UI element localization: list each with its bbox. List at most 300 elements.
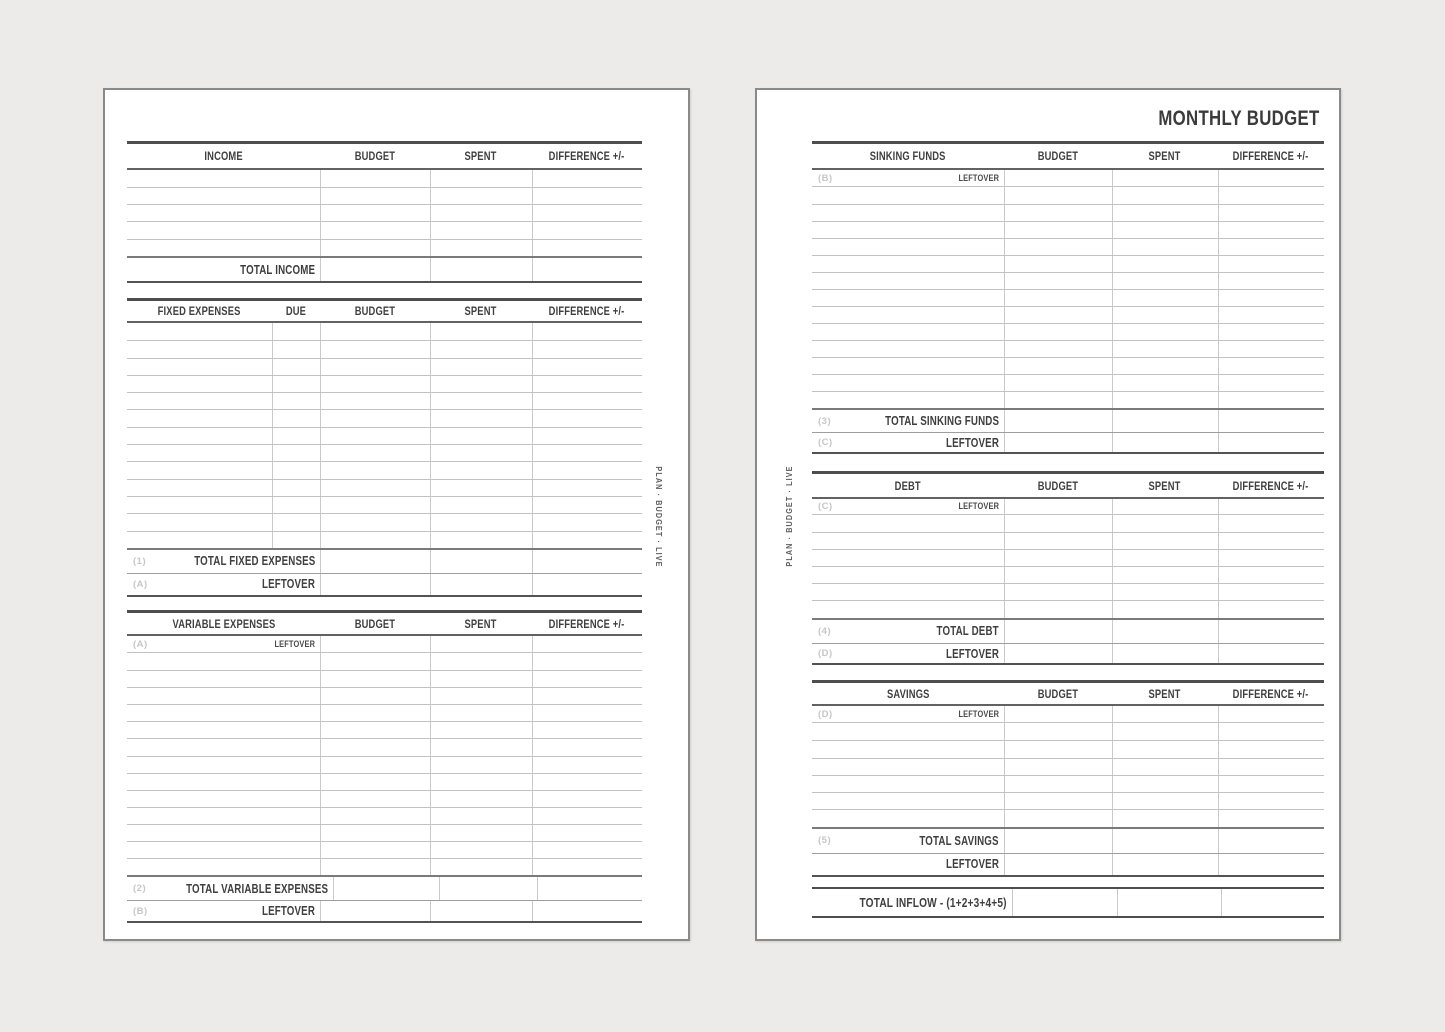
empty-cell	[1218, 205, 1324, 221]
empty-cell	[1004, 290, 1112, 306]
empty-row	[812, 204, 1324, 221]
empty-cell	[127, 410, 272, 426]
empty-cell	[127, 705, 320, 721]
empty-row	[812, 340, 1324, 357]
brand-vertical-text: PLAN · BUDGET · LIVE	[784, 465, 794, 567]
empty-cell	[1112, 741, 1218, 757]
empty-cell	[1218, 584, 1324, 600]
empty-cell	[1112, 706, 1218, 722]
empty-cell	[1004, 776, 1112, 792]
empty-cell	[127, 428, 272, 444]
empty-cell	[532, 532, 642, 548]
empty-cell	[272, 428, 320, 444]
empty-cell	[430, 842, 532, 858]
leftover-label: LEFTOVER	[261, 577, 315, 592]
budget-header: BUDGET	[1037, 686, 1079, 701]
debt-total-row	[812, 618, 1324, 644]
empty-row	[812, 255, 1324, 272]
empty-cell	[1218, 601, 1324, 617]
empty-cell	[812, 273, 1004, 289]
empty-cell	[812, 550, 1004, 566]
empty-cell	[320, 705, 430, 721]
empty-cell	[1004, 810, 1112, 826]
empty-cell	[1218, 392, 1324, 408]
debt-header-row	[812, 474, 1324, 499]
empty-cell	[320, 757, 430, 773]
page-title: MONTHLY BUDGET	[1158, 107, 1320, 130]
empty-cell	[812, 759, 1004, 775]
row-ref: (A)	[133, 638, 148, 650]
empty-row	[127, 409, 642, 426]
empty-row	[127, 340, 642, 357]
empty-cell	[532, 376, 642, 392]
empty-cell	[532, 480, 642, 496]
debt-leftover-row	[812, 643, 1324, 663]
empty-cell	[127, 188, 320, 204]
empty-cell	[812, 222, 1004, 238]
empty-cell	[532, 739, 642, 755]
empty-cell	[1004, 706, 1112, 722]
empty-cell	[1004, 601, 1112, 617]
empty-cell	[320, 671, 430, 687]
empty-row	[127, 323, 642, 340]
empty-cell	[812, 584, 1004, 600]
income-total-row	[127, 256, 642, 282]
empty-row	[127, 427, 642, 444]
empty-cell	[1004, 410, 1112, 432]
empty-cell	[532, 757, 642, 773]
empty-cell	[127, 393, 272, 409]
empty-cell	[1112, 515, 1218, 532]
empty-cell	[1218, 307, 1324, 323]
empty-cell	[1004, 187, 1112, 204]
empty-cell	[532, 205, 642, 221]
empty-cell	[1218, 239, 1324, 255]
empty-cell	[532, 359, 642, 375]
empty-cell	[1221, 889, 1324, 916]
empty-cell	[1004, 854, 1112, 875]
leftover-label: LEFTOVER	[958, 708, 999, 720]
income-header-row	[127, 144, 642, 170]
empty-cell	[812, 392, 1004, 408]
savings-carryover-row	[812, 706, 1324, 723]
empty-cell	[127, 240, 320, 256]
empty-cell	[1112, 793, 1218, 809]
empty-cell	[812, 307, 1004, 323]
empty-row	[812, 374, 1324, 391]
empty-row	[812, 238, 1324, 255]
empty-cell	[320, 825, 430, 841]
difference-header: DIFFERENCE +/-	[1233, 149, 1309, 163]
empty-cell	[430, 341, 532, 357]
fixed-expenses-table	[127, 298, 642, 597]
empty-cell	[1218, 759, 1324, 775]
empty-row	[127, 392, 642, 409]
sinking-funds-leftover-row	[812, 432, 1324, 452]
empty-cell	[320, 739, 430, 755]
empty-cell	[812, 239, 1004, 255]
empty-cell	[1004, 515, 1112, 532]
empty-cell	[532, 688, 642, 704]
variable-expenses-header-row	[127, 613, 642, 636]
empty-cell	[320, 636, 430, 652]
empty-cell	[272, 497, 320, 513]
savings-header-row	[812, 683, 1324, 706]
empty-cell	[1112, 550, 1218, 566]
empty-cell	[1004, 239, 1112, 255]
row-ref: (D)	[818, 708, 833, 720]
empty-cell	[812, 776, 1004, 792]
empty-cell	[430, 205, 532, 221]
empty-cell	[127, 222, 320, 238]
empty-cell	[127, 532, 272, 548]
empty-cell	[430, 188, 532, 204]
empty-cell	[1112, 239, 1218, 255]
empty-cell	[272, 462, 320, 478]
empty-cell	[320, 188, 430, 204]
empty-cell	[1004, 307, 1112, 323]
empty-cell	[320, 859, 430, 875]
empty-cell	[320, 497, 430, 513]
empty-cell	[320, 901, 430, 921]
empty-cell	[537, 877, 642, 900]
empty-cell	[1004, 358, 1112, 374]
empty-cell	[532, 842, 642, 858]
empty-cell	[532, 428, 642, 444]
empty-row	[812, 792, 1324, 809]
empty-cell	[812, 515, 1004, 532]
sinking-funds-total-row	[812, 408, 1324, 432]
empty-cell	[1218, 620, 1324, 644]
empty-cell	[272, 514, 320, 530]
empty-row	[127, 187, 642, 204]
empty-cell	[127, 205, 320, 221]
empty-cell	[320, 445, 430, 461]
empty-cell	[1004, 829, 1112, 853]
total-inflow-label: TOTAL INFLOW - (1+2+3+4+5)	[859, 895, 1007, 910]
savings-rows	[812, 723, 1324, 827]
empty-cell	[320, 808, 430, 824]
empty-cell	[1112, 205, 1218, 221]
empty-row	[812, 357, 1324, 374]
empty-cell	[1112, 584, 1218, 600]
empty-cell	[127, 480, 272, 496]
spent-header: SPENT	[1148, 149, 1181, 163]
empty-cell	[1004, 584, 1112, 600]
empty-cell	[430, 222, 532, 238]
row-ref: (C)	[818, 437, 833, 448]
empty-cell	[1004, 759, 1112, 775]
empty-cell	[1004, 256, 1112, 272]
empty-cell	[1218, 793, 1324, 809]
empty-row	[127, 513, 642, 530]
empty-cell	[272, 341, 320, 357]
empty-row	[127, 704, 642, 721]
spent-header: SPENT	[464, 148, 497, 163]
empty-cell	[532, 323, 642, 340]
leftover-label: LEFTOVER	[274, 638, 315, 650]
empty-cell	[430, 445, 532, 461]
empty-cell	[1218, 829, 1324, 853]
empty-cell	[320, 170, 430, 187]
difference-header: DIFFERENCE +/-	[1233, 478, 1309, 493]
row-ref: (B)	[133, 905, 148, 917]
sinking-funds-header-row	[812, 144, 1324, 170]
empty-cell	[1004, 324, 1112, 340]
empty-cell	[532, 240, 642, 256]
empty-cell	[532, 514, 642, 530]
empty-cell	[1004, 533, 1112, 549]
empty-cell	[1112, 256, 1218, 272]
empty-row	[812, 187, 1324, 204]
empty-cell	[430, 462, 532, 478]
total-income-label: TOTAL INCOME	[239, 262, 315, 277]
empty-cell	[1004, 741, 1112, 757]
empty-cell	[333, 877, 438, 900]
empty-cell	[127, 341, 272, 357]
empty-row	[127, 858, 642, 875]
empty-cell	[127, 462, 272, 478]
empty-cell	[430, 497, 532, 513]
empty-cell	[272, 410, 320, 426]
empty-cell	[1004, 499, 1112, 514]
empty-cell	[1112, 358, 1218, 374]
empty-cell	[1112, 324, 1218, 340]
empty-cell	[430, 240, 532, 256]
debt-header: DEBT	[894, 478, 922, 493]
spent-header: SPENT	[1148, 478, 1181, 493]
empty-row	[127, 531, 642, 548]
empty-row	[127, 687, 642, 704]
savings-leftover-row	[812, 853, 1324, 875]
empty-cell	[532, 410, 642, 426]
empty-row	[812, 758, 1324, 775]
empty-cell	[272, 323, 320, 340]
empty-cell	[320, 532, 430, 548]
empty-cell	[127, 376, 272, 392]
empty-cell	[320, 774, 430, 790]
empty-cell	[1218, 533, 1324, 549]
fixed-expenses-rows	[127, 323, 642, 548]
empty-row	[127, 756, 642, 773]
variable-expenses-leftover-row	[127, 900, 642, 921]
empty-row	[812, 532, 1324, 549]
sinking-funds-table	[812, 141, 1324, 454]
empty-cell	[272, 393, 320, 409]
empty-row	[127, 773, 642, 790]
empty-cell	[1112, 307, 1218, 323]
empty-row	[812, 272, 1324, 289]
empty-cell	[812, 205, 1004, 221]
fixed-expenses-header-row	[127, 301, 642, 323]
empty-cell	[1004, 620, 1112, 644]
total-savings-label: TOTAL SAVINGS	[919, 833, 999, 848]
empty-cell	[320, 359, 430, 375]
empty-cell	[127, 808, 320, 824]
empty-row	[812, 740, 1324, 757]
empty-cell	[1004, 793, 1112, 809]
empty-cell	[812, 567, 1004, 583]
empty-cell	[532, 808, 642, 824]
empty-row	[812, 306, 1324, 323]
empty-row	[127, 461, 642, 478]
empty-cell	[320, 323, 430, 340]
empty-cell	[1004, 273, 1112, 289]
empty-row	[127, 479, 642, 496]
empty-cell	[1218, 550, 1324, 566]
empty-cell	[127, 653, 320, 670]
empty-cell	[532, 791, 642, 807]
empty-cell	[1004, 550, 1112, 566]
empty-cell	[1218, 290, 1324, 306]
empty-cell	[532, 550, 642, 573]
empty-cell	[1218, 170, 1324, 186]
empty-cell	[812, 290, 1004, 306]
empty-cell	[1218, 324, 1324, 340]
row-ref: (4)	[818, 625, 832, 637]
empty-row	[127, 721, 642, 738]
empty-row	[812, 221, 1324, 238]
empty-row	[812, 809, 1324, 826]
empty-row	[812, 549, 1324, 566]
leftover-label: LEFTOVER	[261, 904, 315, 919]
empty-cell	[1218, 567, 1324, 583]
empty-cell	[812, 375, 1004, 391]
difference-header: DIFFERENCE +/-	[549, 616, 625, 631]
difference-header: DIFFERENCE +/-	[549, 148, 625, 163]
empty-cell	[1004, 170, 1112, 186]
empty-cell	[1218, 854, 1324, 875]
empty-row	[127, 841, 642, 858]
fixed-expenses-total-row	[127, 548, 642, 573]
right-page	[755, 88, 1341, 941]
empty-cell	[1218, 741, 1324, 757]
savings-table	[812, 680, 1324, 877]
sinking-funds-rows	[812, 187, 1324, 408]
empty-cell	[532, 462, 642, 478]
empty-cell	[320, 514, 430, 530]
empty-cell	[127, 688, 320, 704]
empty-cell	[1112, 170, 1218, 186]
empty-cell	[1112, 810, 1218, 826]
empty-cell	[127, 323, 272, 340]
empty-cell	[1004, 205, 1112, 221]
budget-header: BUDGET	[354, 616, 396, 631]
empty-cell	[1112, 273, 1218, 289]
empty-row	[812, 600, 1324, 617]
empty-cell	[1004, 375, 1112, 391]
empty-cell	[1112, 759, 1218, 775]
empty-cell	[320, 653, 430, 670]
empty-cell	[430, 825, 532, 841]
leftover-label: LEFTOVER	[945, 435, 999, 450]
empty-row	[812, 723, 1324, 740]
empty-row	[127, 358, 642, 375]
total-variable-expenses-label: TOTAL VARIABLE EXPENSES	[186, 881, 329, 896]
empty-cell	[127, 359, 272, 375]
empty-cell	[430, 376, 532, 392]
empty-cell	[430, 514, 532, 530]
total-fixed-expenses-label: TOTAL FIXED EXPENSES	[193, 554, 315, 569]
empty-cell	[430, 258, 532, 282]
empty-cell	[812, 533, 1004, 549]
empty-cell	[430, 722, 532, 738]
empty-cell	[1218, 706, 1324, 722]
empty-cell	[320, 688, 430, 704]
empty-cell	[1218, 375, 1324, 391]
empty-cell	[320, 791, 430, 807]
empty-cell	[1112, 375, 1218, 391]
total-sinking-funds-label: TOTAL SINKING FUNDS	[884, 414, 999, 428]
empty-row	[127, 444, 642, 461]
empty-cell	[812, 358, 1004, 374]
empty-cell	[1218, 810, 1324, 826]
empty-cell	[430, 410, 532, 426]
empty-cell	[1112, 723, 1218, 740]
empty-cell	[127, 842, 320, 858]
variable-expenses-carryover-row	[127, 636, 642, 653]
empty-cell	[532, 170, 642, 187]
leftover-label: LEFTOVER	[945, 646, 999, 661]
empty-cell	[1004, 723, 1112, 740]
empty-cell	[127, 170, 320, 187]
budget-header: BUDGET	[354, 148, 396, 163]
sinking-funds-carryover-row	[812, 170, 1324, 187]
empty-cell	[1218, 341, 1324, 357]
empty-cell	[1218, 410, 1324, 432]
debt-rows	[812, 515, 1324, 618]
spent-header: SPENT	[464, 616, 497, 631]
brand-vertical-text: PLAN · BUDGET · LIVE	[654, 466, 664, 568]
empty-cell	[320, 341, 430, 357]
variable-expenses-total-row	[127, 875, 642, 900]
empty-cell	[272, 532, 320, 548]
debt-table	[812, 471, 1324, 665]
empty-cell	[127, 774, 320, 790]
empty-row	[127, 738, 642, 755]
income-header: INCOME	[204, 148, 243, 163]
empty-cell	[1112, 829, 1218, 853]
empty-row	[127, 170, 642, 187]
row-ref: (3)	[818, 415, 832, 427]
empty-cell	[320, 462, 430, 478]
empty-cell	[1112, 433, 1218, 452]
row-ref: (2)	[133, 883, 147, 895]
empty-cell	[430, 550, 532, 573]
empty-cell	[1004, 392, 1112, 408]
empty-cell	[1112, 222, 1218, 238]
empty-cell	[1218, 256, 1324, 272]
empty-cell	[532, 825, 642, 841]
variable-expenses-header: VARIABLE EXPENSES	[172, 616, 275, 631]
empty-cell	[532, 258, 642, 282]
row-ref: (A)	[133, 578, 148, 590]
empty-cell	[320, 240, 430, 256]
empty-cell	[127, 671, 320, 687]
row-ref: (C)	[818, 501, 833, 512]
income-table	[127, 141, 642, 283]
empty-cell	[812, 256, 1004, 272]
empty-cell	[1112, 499, 1218, 514]
empty-cell	[430, 774, 532, 790]
empty-row	[127, 496, 642, 513]
empty-row	[812, 775, 1324, 792]
empty-cell	[320, 376, 430, 392]
empty-cell	[430, 359, 532, 375]
empty-cell	[1004, 433, 1112, 452]
empty-cell	[320, 428, 430, 444]
empty-cell	[320, 393, 430, 409]
